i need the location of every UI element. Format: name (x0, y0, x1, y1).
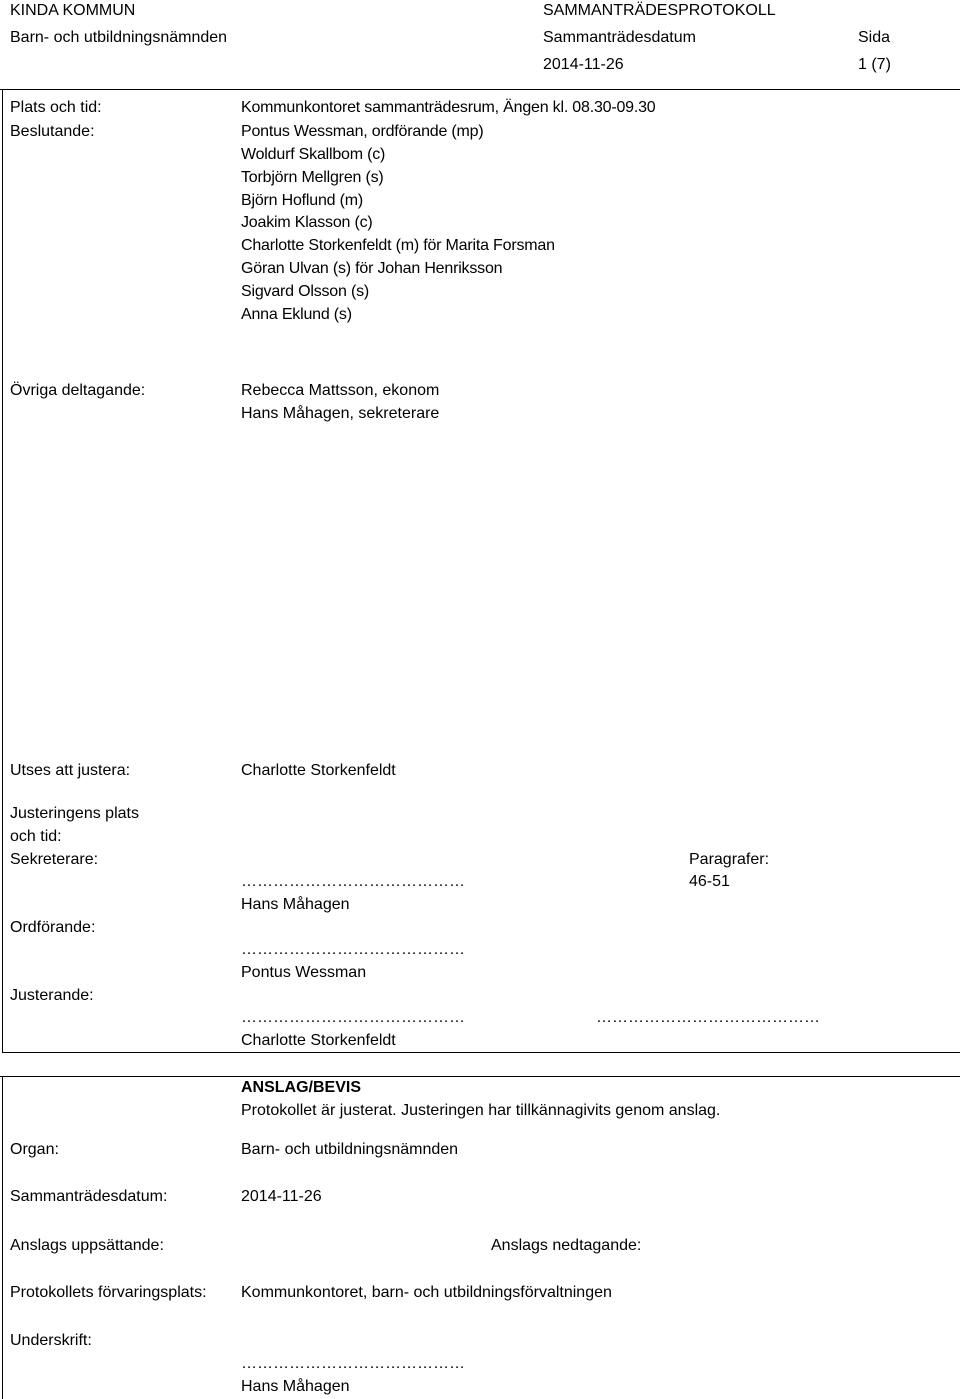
removed-label: Anslags nedtagande: (491, 1237, 642, 1254)
secretary-signature-line: …………………………………… (241, 873, 465, 890)
deciding-member: Björn Hoflund (m) (241, 192, 363, 209)
place-label: Plats och tid: (10, 99, 102, 116)
signature-line: …………………………………… (241, 1355, 465, 1372)
municipality-name: KINDA KOMMUN (10, 2, 136, 19)
notice-text: Protokollet är justerat. Justeringen har tillkännagivits genom anslag. (241, 1102, 721, 1119)
deciding-member: Sigvard Olsson (s) (241, 283, 369, 300)
meeting-date: 2014-11-26 (543, 56, 624, 73)
secretary-name: Hans Måhagen (241, 896, 350, 913)
storage-value: Kommunkontoret, barn- och utbildningsförvaltningen (241, 1284, 612, 1301)
chair-label: Ordförande: (10, 919, 96, 936)
others-label: Övriga deltagande: (10, 382, 146, 399)
paragraphs-value: 46-51 (689, 873, 730, 890)
place-value: Kommunkontoret sammanträdesrum, Ängen kl. 08.30-09.30 (241, 99, 656, 116)
storage-label: Protokollets förvaringsplats: (10, 1284, 207, 1301)
deciding-member: Torbjörn Mellgren (s) (241, 169, 384, 186)
paragraphs-label: Paragrafer: (689, 851, 770, 868)
adjuster-chosen-value: Charlotte Storkenfeldt (241, 762, 396, 779)
adjust-place-label-cont: och tid: (10, 828, 62, 845)
adjuster-label: Justerande: (10, 987, 94, 1004)
deciding-label: Beslutande: (10, 123, 95, 140)
secretary-label: Sekreterare: (10, 851, 99, 868)
notice-date-label: Sammanträdesdatum: (10, 1188, 168, 1205)
meeting-date-label: Sammanträdesdatum (543, 29, 696, 46)
signature-label: Underskrift: (10, 1332, 92, 1349)
deciding-member: Pontus Wessman, ordförande (mp) (241, 123, 484, 140)
second-signature-line: …………………………………… (596, 1009, 820, 1026)
left-border (2, 89, 3, 1053)
deciding-member: Charlotte Storkenfeldt (m) för Marita Forsman (241, 237, 555, 254)
notice-title: ANSLAG/BEVIS (241, 1079, 362, 1096)
deciding-member: Anna Eklund (s) (241, 306, 352, 323)
deciding-member: Göran Ulvan (s) för Johan Henriksson (241, 260, 503, 277)
posted-label: Anslags uppsättande: (10, 1237, 164, 1254)
organ-label: Organ: (10, 1141, 59, 1158)
deciding-member: Joakim Klasson (c) (241, 214, 373, 231)
section-divider (2, 1052, 960, 1053)
committee-name: Barn- och utbildningsnämnden (10, 29, 228, 46)
notice-top-border (0, 1076, 960, 1077)
chair-signature-line: …………………………………… (241, 941, 465, 958)
notice-left-border (2, 1076, 3, 1399)
other-participant: Hans Måhagen, sekreterare (241, 405, 440, 422)
adjuster-chosen-label: Utses att justera: (10, 762, 131, 779)
adjuster-signature-line: …………………………………… (241, 1009, 465, 1026)
header-divider (0, 89, 960, 90)
page-label: Sida (858, 29, 891, 46)
other-participant: Rebecca Mattsson, ekonom (241, 382, 440, 399)
page-number: 1 (7) (858, 56, 891, 73)
organ-value: Barn- och utbildningsnämnden (241, 1141, 459, 1158)
document-type: SAMMANTRÄDESPROTOKOLL (543, 2, 776, 19)
adjust-place-label: Justeringens plats (10, 805, 139, 822)
chair-name: Pontus Wessman (241, 964, 367, 981)
deciding-member: Woldurf Skallbom (c) (241, 146, 386, 163)
notice-date-value: 2014-11-26 (241, 1188, 322, 1205)
signature-name: Hans Måhagen (241, 1378, 350, 1395)
adjuster-name: Charlotte Storkenfeldt (241, 1032, 396, 1049)
